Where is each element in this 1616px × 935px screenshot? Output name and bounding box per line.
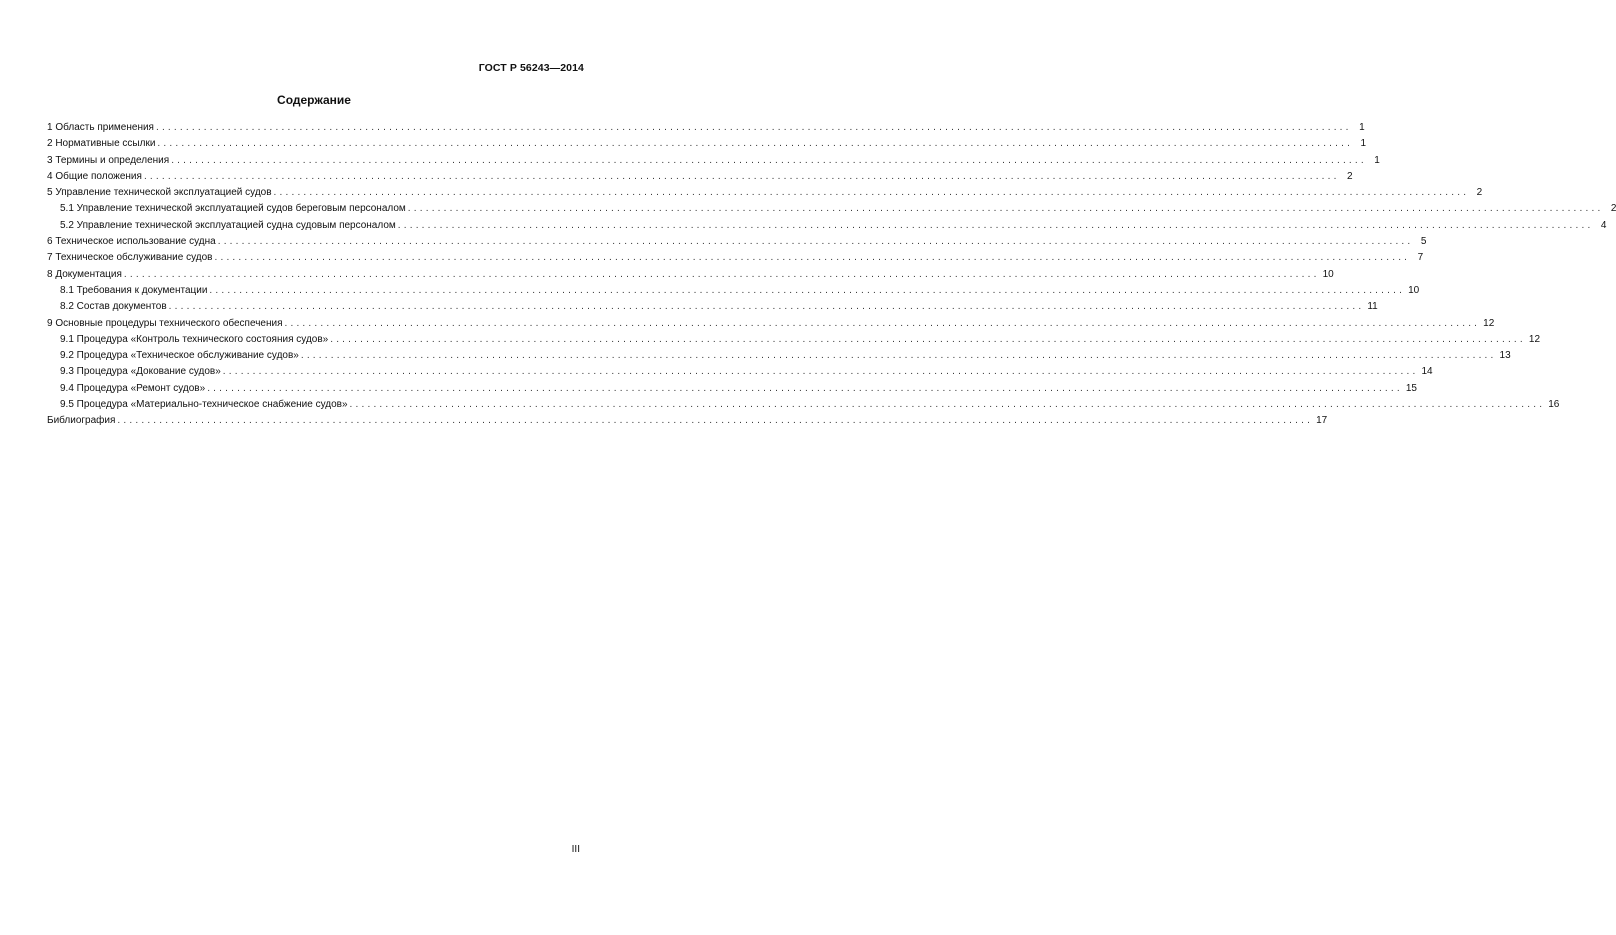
toc-entry-label: 4 Общие положения — [47, 170, 142, 182]
toc-entry-page: 1 — [1360, 138, 1367, 150]
toc-entry — [47, 185, 1483, 201]
toc-entry-page: 5 — [1420, 236, 1427, 248]
toc-entry-page: 14 — [1421, 366, 1433, 378]
toc-dot-leader: ........................................................................................................................................................................................................ — [330, 333, 1526, 345]
toc-entry-page: 13 — [1499, 350, 1511, 362]
toc-dot-leader: ........................................................................................................................................................................................................ — [284, 317, 1481, 329]
toc-entry-label: 2 Нормативные ссылки — [47, 138, 156, 150]
toc-dot-leader: ........................................................................................................................................................................................................ — [171, 154, 1367, 166]
toc-entry-label: 9.3 Процедура «Докование судов» — [60, 366, 221, 378]
toc-dot-leader: ........................................................................................................................................................................................................ — [397, 219, 1594, 231]
toc-entry-label: 1 Область применения — [47, 122, 154, 133]
toc-entry-label: 9.2 Процедура «Техническое обслуживание судов» — [60, 350, 299, 362]
toc-entry — [47, 234, 1427, 250]
toc-entry-page: 1 — [1374, 154, 1380, 166]
toc-entry-label: 3 Термины и определения — [47, 154, 170, 166]
toc-entry-page: 1 — [1359, 122, 1365, 133]
toc-entry-page: 4 — [1600, 219, 1607, 231]
toc-entry-page: 17 — [1316, 415, 1328, 427]
toc-entry-label: 9.1 Процедура «Контроль технического состояния судов» — [60, 333, 329, 345]
toc-entry-label: 5.1 Управление технической эксплуатацией судов береговым персоналом — [60, 203, 406, 215]
toc-dot-leader: ........................................................................................................................................................................................................ — [117, 415, 1314, 427]
toc-title: Содержание — [277, 93, 351, 107]
toc-entry-page: 16 — [1548, 399, 1560, 411]
toc-dot-leader: ........................................................................................................................................................................................................ — [123, 268, 1320, 280]
toc-entry — [47, 250, 1424, 266]
toc-entry-label: 5.2 Управление технической эксплуатацией судна судовым персоналом — [60, 219, 396, 231]
toc-entry — [47, 332, 1541, 348]
toc-entry-label: 7 Техническое обслуживание судов — [47, 252, 213, 264]
toc-entry-label: Библиография — [47, 415, 116, 427]
toc-dot-leader: ........................................................................................................................................................................................................ — [155, 122, 1352, 133]
toc-dot-leader: ........................................................................................................................................................................................................ — [214, 252, 1411, 264]
toc-dot-leader: ........................................................................................................................................................................................................ — [300, 350, 1497, 362]
toc-entry-label: 9.4 Процедура «Ремонт судов» — [60, 382, 206, 394]
toc-entry-page: 10 — [1322, 268, 1334, 280]
toc-entry-page: 12 — [1528, 333, 1541, 345]
toc-entry-label: 8.2 Состав документов — [60, 301, 167, 313]
toc-entry-page: 15 — [1405, 382, 1417, 394]
toc-entry — [47, 283, 1420, 299]
toc-entry — [47, 201, 1616, 217]
toc-entry-label: 5 Управление технической эксплуатацией судов — [47, 187, 272, 199]
toc-dot-leader: ........................................................................................................................................................................................................ — [157, 138, 1354, 150]
toc-entry-label: 9.5 Процедура «Материально-техническое снабжение судов» — [60, 399, 348, 411]
toc-entry — [47, 267, 1334, 283]
toc-entry — [47, 120, 1365, 136]
toc-dot-leader: ........................................................................................................................................................................................................ — [143, 170, 1340, 182]
toc-entry-label: 6 Техническое использование судна — [47, 236, 216, 248]
toc-entry — [47, 381, 1417, 397]
toc-dot-leader: ........................................................................................................................................................................................................ — [168, 301, 1365, 313]
toc-entry — [47, 413, 1328, 429]
toc-dot-leader: ........................................................................................................................................................................................................ — [217, 236, 1414, 248]
document-code: ГОСТ Р 56243—2014 — [478, 62, 584, 74]
toc-entry-page: 11 — [1367, 301, 1378, 313]
toc-entry — [47, 348, 1511, 364]
toc-entry — [47, 153, 1380, 169]
toc-entry-label: 8.1 Требования к документации — [60, 284, 208, 296]
page-number: III — [571, 844, 580, 855]
toc-dot-leader: ........................................................................................................................................................................................................ — [209, 284, 1406, 296]
toc-dot-leader: ........................................................................................................................................................................................................ — [222, 366, 1419, 378]
toc-entry — [47, 299, 1378, 315]
toc-entry — [47, 218, 1607, 234]
toc-dot-leader: ........................................................................................................................................................................................................ — [207, 382, 1403, 394]
toc-entry — [47, 169, 1353, 185]
toc-dot-leader: ........................................................................................................................................................................................................ — [273, 187, 1470, 199]
toc-entry-page: 7 — [1417, 252, 1424, 264]
toc-entry-page: 2 — [1476, 187, 1483, 199]
toc-entry-page: 2 — [1347, 170, 1353, 182]
toc-entry-page: 12 — [1483, 317, 1495, 329]
toc-entry-page: 10 — [1408, 284, 1420, 296]
toc-entry — [47, 316, 1495, 332]
toc-entry-page: 2 — [1610, 203, 1616, 215]
toc-entry-label: 8 Документация — [47, 268, 122, 280]
toc-entry — [47, 136, 1367, 152]
toc-dot-leader: ........................................................................................................................................................................................................ — [349, 399, 1546, 411]
toc-entry — [47, 397, 1560, 413]
table-of-contents — [47, 120, 1616, 430]
toc-dot-leader: ........................................................................................................................................................................................................ — [407, 203, 1604, 215]
toc-entry — [47, 364, 1433, 380]
toc-entry-label: 9 Основные процедуры технического обеспечения — [47, 317, 283, 329]
